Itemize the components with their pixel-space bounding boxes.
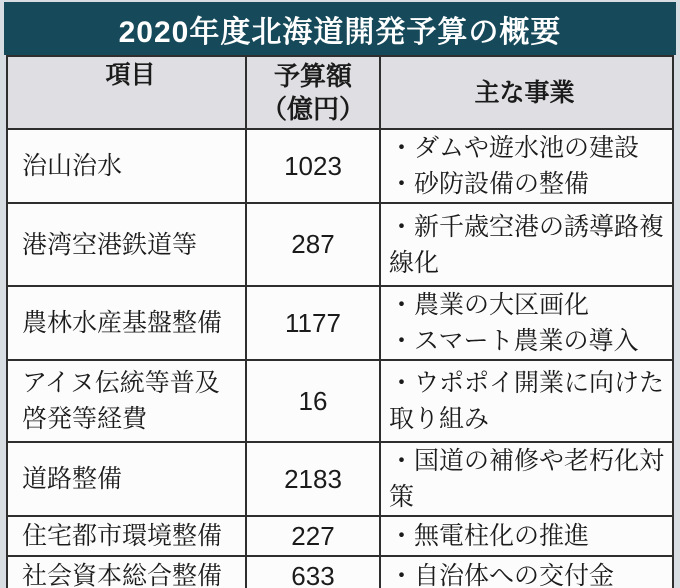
column-header-budget-line2: （億円） (260, 93, 365, 124)
budget-amount: 1023 (247, 130, 381, 202)
table-row (8, 517, 672, 557)
item-name: アイヌ伝統等普及啓発等経費 (8, 361, 247, 441)
budget-amount: 2183 (247, 443, 381, 515)
item-name: 社会資本総合整備 (8, 557, 247, 588)
table-row (8, 557, 672, 588)
project-list (381, 443, 672, 515)
table-row (8, 287, 672, 361)
title-bar (4, 2, 676, 55)
project-bullet: ・無電柱化の推進 (389, 522, 590, 550)
budget-amount: 633 (247, 557, 381, 588)
item-name: 農林水産基盤整備 (8, 287, 247, 359)
budget-amount: 1177 (247, 287, 381, 359)
table-row (8, 204, 672, 287)
column-header-projects: 主な事業 (474, 78, 575, 107)
page-title: 2020年度北海道開発予算の概要 (118, 15, 562, 49)
project-bullet: ・自治体への交付金 (389, 562, 615, 588)
budget-table (6, 55, 674, 588)
project-bullet: ・砂防設備の整備 (389, 170, 590, 198)
project-list (381, 517, 672, 555)
item-name: 道路整備 (8, 443, 247, 515)
project-list (381, 204, 672, 285)
project-list (381, 130, 672, 202)
project-list (381, 557, 672, 588)
project-bullet: ・農業の大区画化 (389, 291, 590, 319)
item-name: 港湾空港鉄道等 (8, 204, 247, 285)
project-list (381, 361, 672, 441)
project-bullet: ・ウポポイ開業に向けた取り組み (389, 369, 665, 433)
budget-amount: 16 (247, 361, 381, 441)
item-name: 治山治水 (8, 130, 247, 202)
project-list (381, 287, 672, 359)
column-header-item: 項目 (8, 57, 247, 128)
table-row (8, 361, 672, 443)
project-bullet: ・新千歳空港の誘導路複線化 (389, 212, 665, 277)
column-header-budget (247, 57, 381, 128)
project-bullet: ・スマート農業の導入 (389, 327, 639, 355)
table-body (8, 130, 672, 588)
budget-amount: 287 (247, 204, 381, 285)
table-row (8, 130, 672, 204)
item-name: 住宅都市環境整備 (8, 517, 247, 555)
table-header-row (8, 57, 672, 130)
budget-amount: 227 (247, 517, 381, 555)
project-bullet: ・ダムや遊水池の建設 (389, 134, 640, 162)
table-row (8, 443, 672, 517)
column-header-budget-line1: 予算額 (273, 60, 352, 91)
project-bullet: ・国道の補修や老朽化対策 (389, 447, 665, 511)
